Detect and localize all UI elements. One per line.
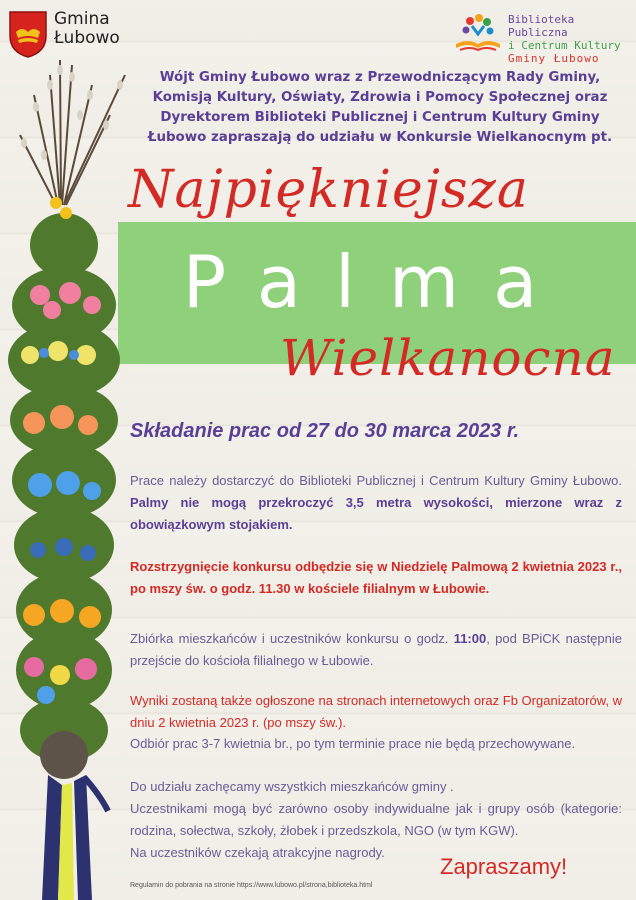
library-name-line2: i Centrum Kultury <box>508 39 621 52</box>
paragraph-delivery <box>130 470 622 536</box>
participants-categories: Uczestnikami mogą być zarówno osoby indywidualne jak i grupy osób (kategorie: rodzina, sołectwa, szkoły, żłobek i przedszkola, NGO (w tym KGW). <box>130 801 622 838</box>
paragraph-gathering <box>130 628 622 672</box>
participants-prizes: Na uczestników czekają atrakcyjne nagrody. <box>130 845 385 860</box>
title-line3: Wielkanocna <box>280 329 616 387</box>
height-limit-text: Palmy nie mogą przekroczyć 3,5 metra wysokości, mierzone wraz z obowiązkowym stojakiem. <box>130 495 622 532</box>
library-name-line3: Gminy Łubowo <box>508 52 600 65</box>
rules-link-note: Regulamin do pobrania na stronie https://www.lubowo.pl/strona,biblioteka.html <box>130 882 373 889</box>
library-logo-icon <box>452 12 504 54</box>
ribbons <box>42 775 108 900</box>
paragraph-participants <box>130 776 622 864</box>
gathering-time: 11:00 <box>453 631 487 646</box>
invite-text: Zapraszamy! <box>440 854 568 879</box>
delivery-text: Prace należy dostarczyć do Biblioteki Publicznej i Centrum Kultury Gminy Łubowo. <box>130 473 622 488</box>
deadline-heading: Składanie prac od 27 do 30 marca 2023 r. <box>130 420 520 442</box>
municipality-name-line2: Łubowo <box>54 28 120 48</box>
intro-text: Wójt Gminy Łubowo wraz z Przewodniczącym Rady Gminy, Komisją Kultury, Oświaty, Zdrowia i Pomocy Społecznej oraz Dyrektorem Biblioteki Publicznej i Centrum Kultury Gminy Łubowo zapraszają do udziału w Konkursie Wielkanocnym pt. <box>147 70 613 145</box>
paragraph-pickup: Odbiór prac 3-7 kwietnia br., po tym terminie prace nie będą przechowywane. <box>130 736 576 751</box>
easter-palm-illustration <box>0 55 130 900</box>
coat-of-arms-icon <box>8 10 48 58</box>
library-name-line1: Biblioteka Publiczna <box>508 13 575 39</box>
censored-mark <box>40 731 88 779</box>
participants-invite: Do udziału zachęcamy wszystkich mieszkańców gminy . <box>130 779 454 794</box>
title-line2: Palma <box>182 240 572 324</box>
municipality-name <box>54 10 120 48</box>
paragraph-results-ceremony: Rozstrzygnięcie konkursu odbędzie się w Niedzielę Palmową 2 kwietnia 2023 r., po mszy św. o godz. 11.30 w kościele filialnym w Łubowie. <box>130 559 622 596</box>
title-line1: Najpiękniejsza <box>128 160 529 220</box>
paragraph-results-online: Wyniki zostaną także ogłoszone na stronach internetowych oraz Fb Organizatorów, w dniu 2 kwietnia 2023 r. (po mszy św.). <box>130 693 622 730</box>
municipality-name-line1: Gmina <box>54 9 110 29</box>
library-name <box>508 13 636 65</box>
gathering-text-a: Zbiórka mieszkańców i uczestników konkursu o godz. <box>130 631 449 646</box>
gathering-text-b: , pod BPiCK następnie przejście do kościoła filialnego w Łubowie. <box>130 631 622 668</box>
